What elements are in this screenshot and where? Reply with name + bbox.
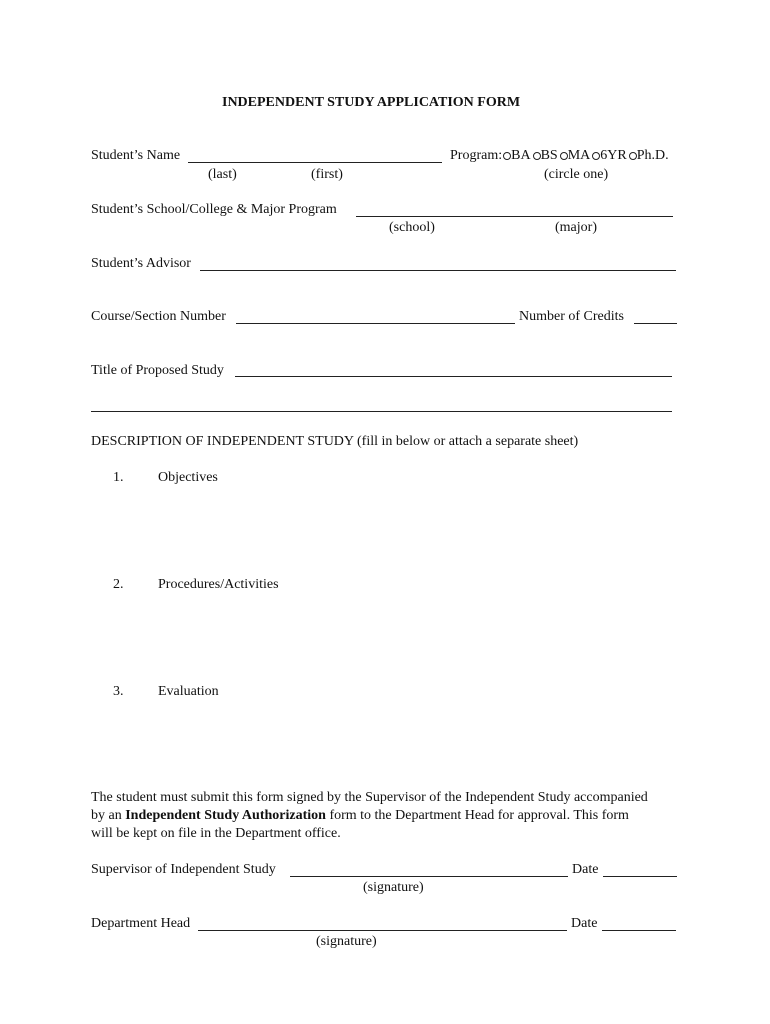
credits-label: Number of Credits	[519, 309, 624, 324]
program-label: Program:	[450, 148, 503, 163]
instructions-paragraph	[91, 789, 651, 843]
dept-head-label: Department Head	[91, 916, 191, 931]
objectives-number: 1.	[113, 470, 124, 485]
student-name-label: Student’s Name	[91, 148, 181, 163]
supervisor-signature-field[interactable]	[290, 876, 568, 877]
program-phd-radio-icon[interactable]	[629, 152, 637, 160]
title-study-field-continued[interactable]	[91, 411, 672, 412]
title-study-field[interactable]	[235, 376, 672, 377]
form-title: INDEPENDENT STUDY APPLICATION FORM	[222, 95, 521, 110]
advisor-label: Student’s Advisor	[91, 256, 191, 271]
student-name-field[interactable]	[188, 162, 442, 163]
supervisor-label: Supervisor of Independent Study	[91, 862, 276, 877]
school-major-field[interactable]	[356, 216, 673, 217]
program-selector	[450, 148, 670, 164]
description-heading: DESCRIPTION OF INDEPENDENT STUDY (fill in below or attach a separate sheet)	[91, 434, 579, 449]
student-name-last-caption: (last)	[208, 167, 237, 182]
procedures-number: 2.	[113, 577, 124, 592]
program-ma-radio-icon[interactable]	[560, 152, 568, 160]
course-section-label: Course/Section Number	[91, 309, 226, 324]
supervisor-signature-caption: (signature)	[363, 880, 424, 895]
student-name-first-caption: (first)	[311, 167, 343, 182]
instructions-text-1: The student must submit this form signed by the Supervisor of the Independent Study accompanied by an	[91, 790, 648, 823]
objectives-label: Objectives	[158, 470, 218, 485]
instructions-bold-form-name: Independent Study Authorization	[125, 808, 326, 823]
program-hint: (circle one)	[544, 167, 609, 182]
supervisor-date-label: Date	[572, 862, 599, 877]
school-major-label: Student’s School/College & Major Program	[91, 202, 337, 217]
program-option-phd: Ph.D.	[636, 148, 669, 163]
dept-head-date-label: Date	[571, 916, 598, 931]
program-option-6yr: 6YR	[600, 148, 627, 163]
program-6yr-radio-icon[interactable]	[592, 152, 600, 160]
dept-head-date-field[interactable]	[602, 930, 676, 931]
dept-head-signature-caption: (signature)	[316, 934, 377, 949]
credits-field[interactable]	[634, 323, 677, 324]
dept-head-signature-field[interactable]	[198, 930, 567, 931]
program-option-ma: MA	[567, 148, 591, 163]
program-bs-radio-icon[interactable]	[533, 152, 541, 160]
supervisor-date-field[interactable]	[603, 876, 677, 877]
evaluation-number: 3.	[113, 684, 124, 699]
procedures-label: Procedures/Activities	[158, 577, 279, 592]
course-section-field[interactable]	[236, 323, 515, 324]
evaluation-label: Evaluation	[158, 684, 219, 699]
program-ba-radio-icon[interactable]	[503, 152, 511, 160]
title-study-label: Title of Proposed Study	[91, 363, 224, 378]
program-option-ba: BA	[511, 148, 531, 163]
program-option-bs: BS	[540, 148, 558, 163]
major-caption: (major)	[555, 220, 597, 235]
advisor-field[interactable]	[200, 270, 676, 271]
instructions-text-2: form to the Department Head for approval. This form will be kept on file in the Department office.	[91, 808, 629, 841]
school-caption: (school)	[389, 220, 435, 235]
